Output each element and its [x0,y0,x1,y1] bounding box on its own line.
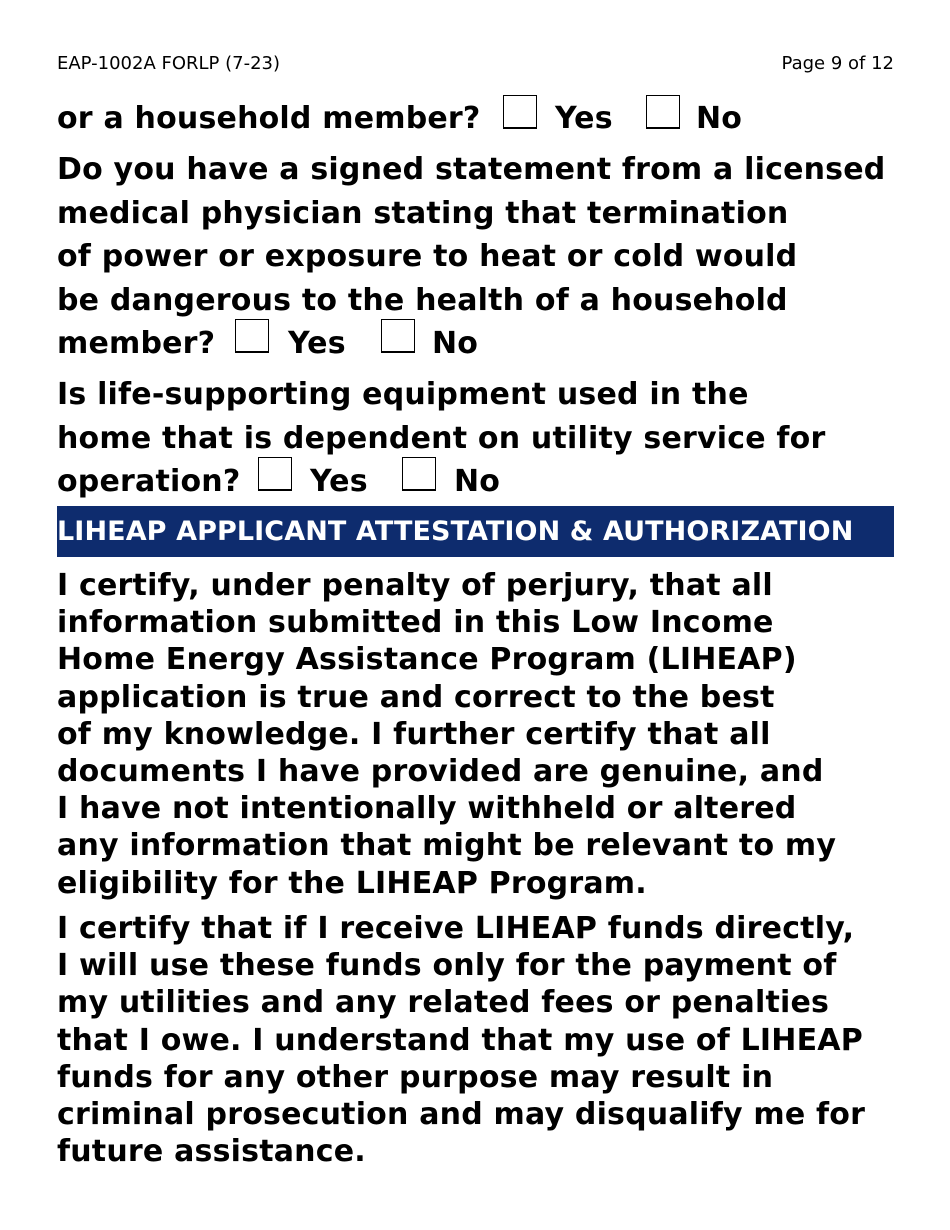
q1-yes-label: Yes [555,101,613,136]
q3-no-label: No [454,464,501,499]
p1-line: Home Energy Assistance Program (LIHEAP) [57,642,797,678]
p2-line: funds for any other purpose may result in [57,1059,774,1095]
form-id: EAP-1002A FORLP (7-23) [57,53,281,74]
p1-line: eligibility for the LIHEAP Program. [57,865,647,901]
q1-line-1 [57,97,481,140]
p2-line: future assistance. [57,1134,366,1170]
q3-line-1: Is life-supporting equipment used in the [57,377,749,412]
p1-line: I have not intentionally withheld or altered [57,791,797,827]
q3-yes-label: Yes [310,464,368,499]
q2-line-2: medical physician stating that termination [57,196,789,231]
attestation-paragraph-2 [57,910,917,1170]
p1-line: documents I have provided are genuine, and [57,754,824,790]
p2-line: I certify that if I receive LIHEAP funds directly, [57,911,855,946]
p2-line: I will use these funds only for the payment of [57,948,837,984]
p1-line: I certify, under penalty of perjury, that all [57,568,773,603]
q1-no-label: No [696,101,743,136]
q3-line-2: home that is dependent on utility service for [57,421,826,456]
q2-yes-checkbox[interactable] [235,319,269,353]
p2-line: criminal prosecution and may disqualify me for [57,1097,866,1133]
p2-line: that I owe. I understand that my use of LIHEAP [57,1022,863,1058]
q2-no-label: No [432,326,479,361]
q2-yes-label: Yes [288,326,346,361]
q2-line-4: be dangerous to the health of a household [57,283,788,318]
q2-no-checkbox[interactable] [381,319,415,353]
page-header [57,53,894,77]
q1-yes-checkbox[interactable] [503,95,537,129]
q1-text: or a household member? [57,101,481,136]
q3-no-checkbox[interactable] [402,457,436,491]
page-number: Page 9 of 12 [781,53,894,74]
p1-line: information submitted in this Low Income [57,605,774,641]
section-banner: LIHEAP APPLICANT ATTESTATION & AUTHORIZATION [57,506,894,557]
p1-line: any information that might be relevant to my [57,828,837,864]
p1-line: application is true and correct to the best [57,679,775,715]
p1-line: of my knowledge. I further certify that all [57,716,771,752]
attestation-paragraph-1 [57,567,917,902]
q2-line-5: member? [57,326,216,361]
q3-line-3: operation? [57,464,241,499]
q2-line-1: Do you have a signed statement from a licensed [57,152,886,187]
q2-line-3: of power or exposure to heat or cold would [57,239,798,274]
p2-line: my utilities and any related fees or penalties [57,985,830,1021]
q1-no-checkbox[interactable] [646,95,680,129]
q3-yes-checkbox[interactable] [258,457,292,491]
